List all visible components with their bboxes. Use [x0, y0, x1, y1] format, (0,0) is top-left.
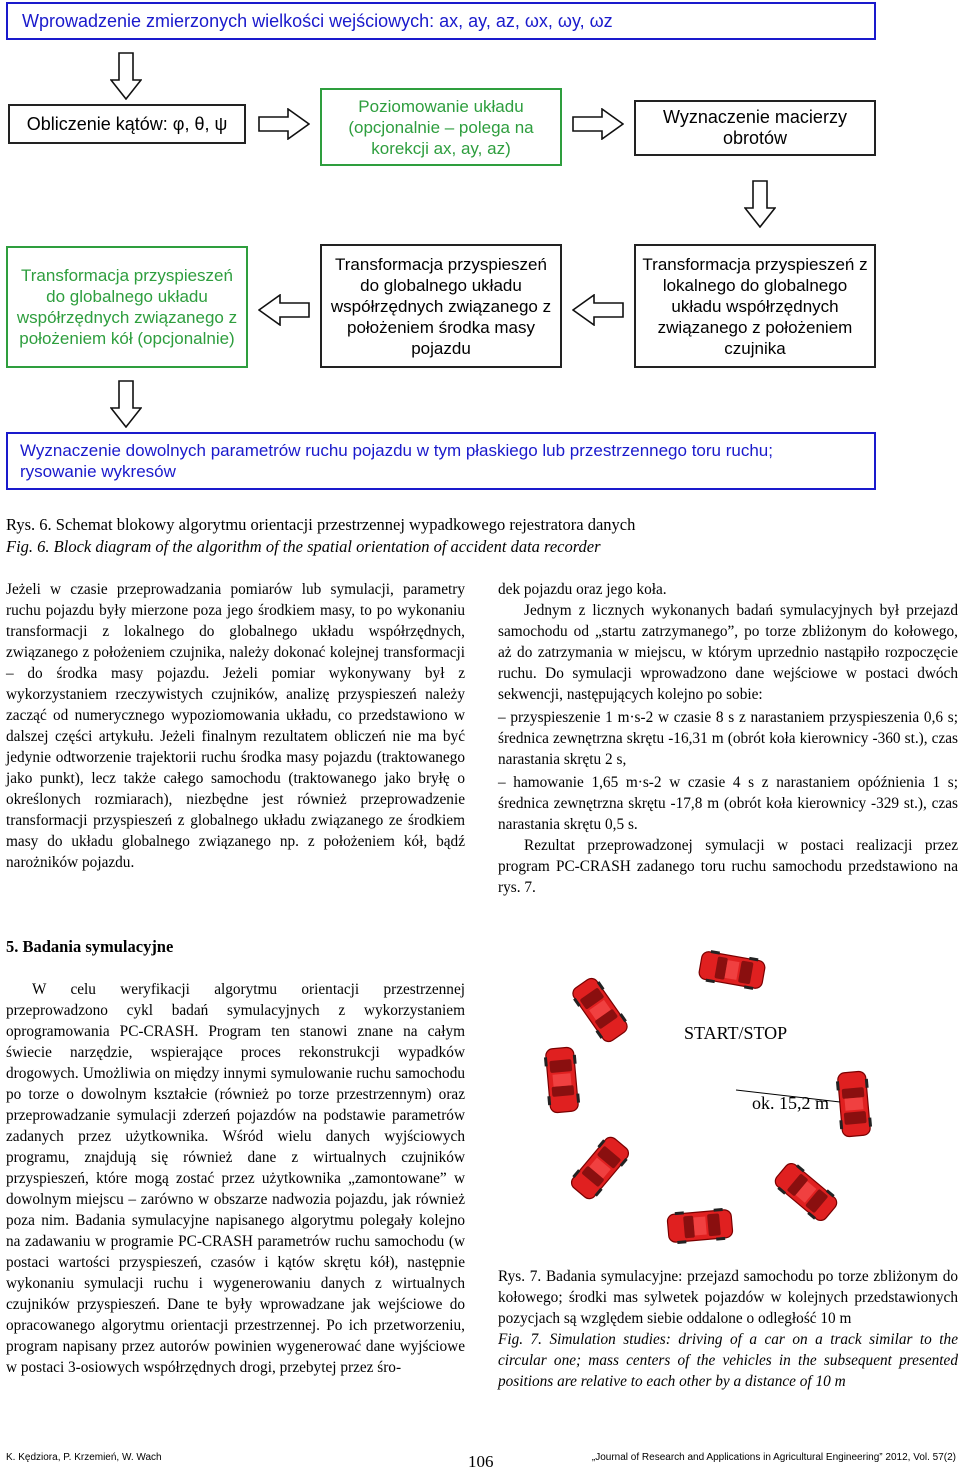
angles-box	[8, 104, 246, 144]
distance-label: ok. 15,2 m	[752, 1093, 830, 1113]
left-column-bottom	[6, 979, 465, 1378]
fig7-track-illustration	[500, 930, 958, 1260]
output-box-text: Wyznaczenie dowolnych parametrów ruchu pojazdu w tym płaskiego lub przestrzennego toru ruchu; rysowanie wykresów	[20, 441, 773, 481]
fig6-caption-en: Fig. 6. Block diagram of the algorithm of the spatial orientation of accident data recorder	[6, 537, 601, 556]
right-list-item-2: – hamowanie 1,65 m·s-2 w czasie 4 s z narastaniem opóźnienia 1 s; średnica zewnętrzna skrętu -17,8 m (obrót koła kierownicy -329 st.), czas narastania skrętu 0,5 s.	[498, 774, 958, 833]
footer-authors: K. Kędziora, P. Krzemień, W. Wach	[6, 1452, 162, 1463]
wheel-transform-box	[6, 246, 248, 368]
fig6-caption-pl: Rys. 6. Schemat blokowy algorytmu orientacji przestrzennej wypadkowego rejestratora danych	[6, 515, 636, 534]
arrow-down-icon	[110, 52, 142, 100]
fig7-caption-pl: Rys. 7. Badania symulacyjne: przejazd samochodu po torze zbliżonym do kołowego; środki mas sylwetek pojazdów w kolejnych przedstawionych pozycjach są względem siebie oddalone o odległość 10 m	[498, 1268, 958, 1327]
car-icon	[569, 975, 632, 1046]
start-stop-label: START/STOP	[684, 1023, 788, 1043]
right-paragraph-1: Jednym z licznych wykonanych badań symulacyjnych był przejazd samochodu od „startu zatrzymanego”, po torze zbliżonym do kołowego, aż do zatrzymania w miejscu, w którym uprzednio nastąpiło rozpoczęcie ruchu. Do symulacji wprowadzono dane wejściowe w postaci dwóch sekwencji, następujących kolejno po sobie:	[498, 602, 958, 703]
car-icon	[567, 1133, 633, 1203]
output-box	[6, 432, 876, 490]
section-heading: 5. Badania symulacyjne	[6, 937, 174, 956]
footer-journal: „Journal of Research and Applications in Agricultural Engineering” 2012, Vol. 57(2)	[591, 1452, 956, 1463]
fig7-caption-en: Fig. 7. Simulation studies: driving of a car on a track similar to the circular one; mass centers of the vehicles in the subsequent presented positions are relative to each other by a distance of 10 m	[498, 1331, 958, 1390]
arrow-down-icon	[110, 380, 142, 428]
sensor-transform-box-text: Transformacja przyspieszeń z lokalnego do globalnego układu współrzędnych związanego z położeniem czujnika	[642, 254, 868, 358]
arrow-down-icon	[744, 180, 776, 228]
arrow-right-icon	[258, 108, 310, 140]
input-box	[6, 2, 876, 40]
rotation-matrix-box	[634, 100, 876, 156]
leveling-box-text: Poziomowanie układu (opcjonalnie – polega na korekcji ax, ay, az)	[348, 96, 534, 158]
arrow-left-icon	[258, 294, 310, 326]
left-column-top	[6, 579, 465, 873]
car-icon	[835, 1071, 872, 1138]
right-paragraph-2: Rezultat przeprowadzonej symulacji w postaci realizacji przez program PC-CRASH zadanego toru ruchu samochodu przedstawiono na rys. 7.	[498, 837, 958, 896]
left-paragraph-2: W celu weryfikacji algorytmu orientacji przestrzennej przeprowadzono cykl badań symulacyjnych z wykorzystaniem oprogramowania PC-CRASH. Program ten stanowi znane na całym świecie narzędzie, wspierające proces rekonstrukcji wypadków drogowych. Umożliwia on między innymi symulowanie ruchu samochodu po torze o dowolnym kształcie (również po torze przestrzennym) oraz przeprowadzanie symulacji zderzeń pojazdów na podstawie parametrów zadanych przez użytkownika. Wśród wielu danych wyjściowych programu, znajdują się również dane z wirtualnych czujników przyspieszeń, które mogą zostać przez użytkownika „zamontowane” w dowolnym miejscu – zarówno w obszarze nadwozia pojazdu, jak również poza nim. Badania symulacyjne napisanego algorytmu polegały kolejno na zadawaniu w programie PC-CRASH parametrów ruchu samochodu (w postaci wartości przyspieszeń, czasów i kątów skrętu kół), następnie wykonaniu symulacji ruchu i wygenerowaniu danych z wirtualnych czujników przyspieszeń. Dane te były wprowadzane jak wejściowe do opracowanego algorytmu orientacji przestrzennej. Po ich przetworzeniu, program napisany przez autorów powinien wygenerować dane wyjściowe w postaci 3-osiowych współrzędnych drogi, przebytej przez śro-	[6, 981, 465, 1376]
right-column	[498, 579, 958, 898]
angles-box-text: Obliczenie kątów: φ, θ, ψ	[26, 113, 228, 134]
right-paragraph-0: dek pojazdu oraz jego koła.	[498, 581, 667, 598]
car-icon	[667, 1207, 734, 1244]
arrow-left-icon	[572, 294, 624, 326]
mass-center-transform-box	[320, 244, 562, 368]
mass-center-transform-box-text: Transformacja przyspieszeń do globalnego układu współrzędnych związanego z położeniem środka masy pojazdu	[330, 254, 552, 358]
arrow-right-icon	[572, 108, 624, 140]
car-icon	[771, 1159, 841, 1225]
left-paragraph-1: Jeżeli w czasie przeprowadzania pomiarów lub symulacji, parametry ruchu pojazdu były mierzone poza jego środkiem masy, to po wykonaniu transformacji z lokalnego do globalnego układu współrzędnych, związanego z położeniem czujnika, należy dokonać kolejnej transformacji – do środka masy pojazdu. Jeżeli pomiar wykonywany był z wykorzystaniem rzeczywistych czujników, analizę przyspieszeń należy zacząć od numerycznego wypoziomowania układu, co przedstawiono w dalszej części artykułu. Jeżeli finalnym rezultatem obliczeń nie ma być jedynie odtworzenie trajektorii ruchu środka masy pojazdu (traktowanego jako punkt), lecz także całego samochodu (traktowanego jako bryłę o określonych rozmiarach), niezbędne jest również przeprowadzenie transformacji przyspieszeń z globalnego układu związanego ze środkiem masy do układu globalnego związanego np. z położeniem kół, bądź narożników pojazdu.	[6, 581, 465, 871]
rotation-matrix-box-text: Wyznaczenie macierzy obrotów	[663, 107, 847, 148]
leveling-box	[320, 88, 562, 166]
sensor-transform-box	[634, 244, 876, 368]
wheel-transform-box-text: Transformacja przyspieszeń do globalnego układu współrzędnych związanego z położeniem kół (opcjonalnie)	[16, 266, 238, 348]
page-number: 106	[468, 1452, 494, 1471]
fig7-caption	[498, 1266, 958, 1392]
right-list-item-1: – przyspieszenie 1 m·s-2 w czasie 8 s z narastaniem przyspieszenia 0,6 s; średnica zewnętrzna skrętu -16,31 m (obrót koła kierownicy -360 st.), czas narastania skrętu 2 s,	[498, 709, 958, 768]
car-icon	[698, 949, 767, 992]
car-icon	[543, 1047, 580, 1114]
input-box-text: Wprowadzenie zmierzonych wielkości wejściowych: ax, ay, az, ωx, ωy, ωz	[22, 10, 613, 31]
